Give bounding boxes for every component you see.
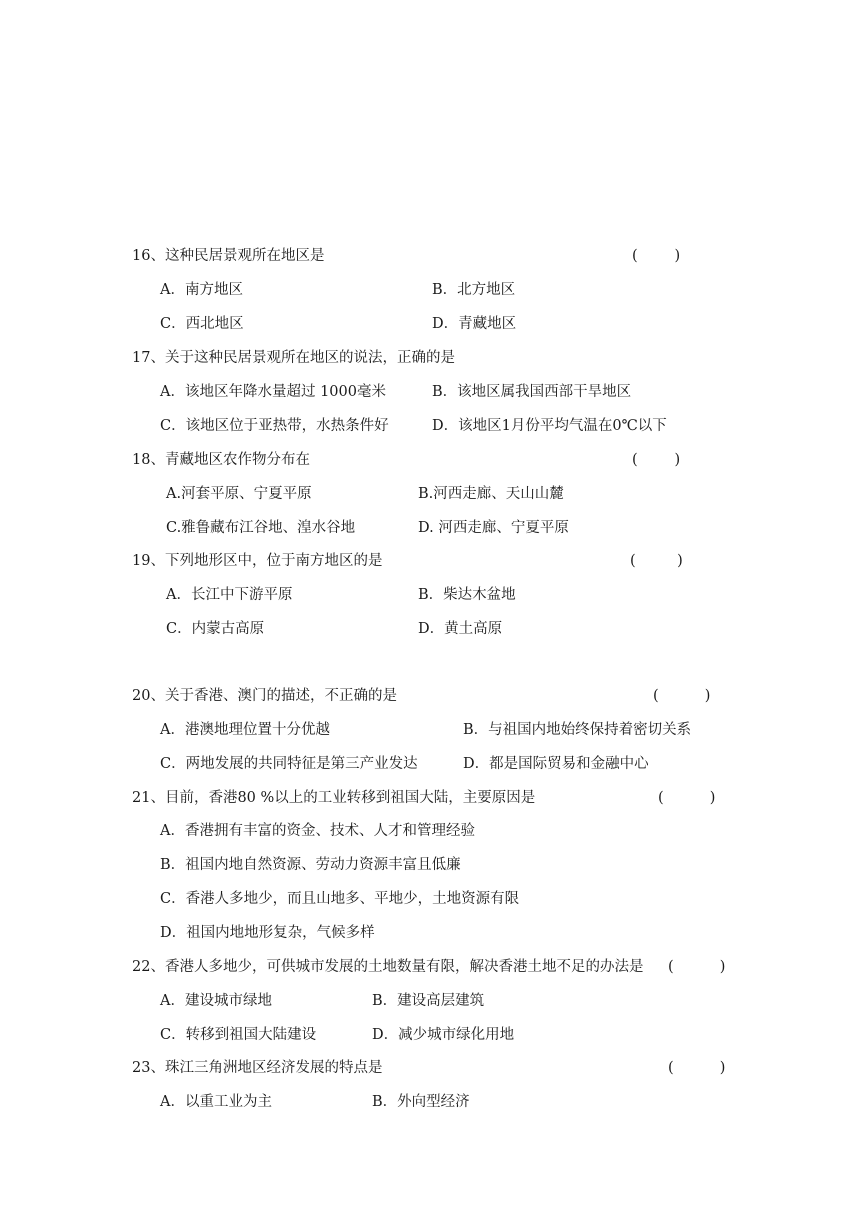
question-17-option-c: C．该地区位于亚热带，水热条件好 [160, 418, 389, 434]
question-16-option-d: D．青藏地区 [432, 316, 517, 332]
question-19-option-d: D．黄土高原 [418, 621, 503, 637]
question-21-option-d: D．祖国内地地形复杂，气候多样 [160, 925, 375, 941]
question-21-stem: 21、目前，香港80 %以上的工业转移到祖国大陆，主要原因是 [132, 790, 536, 806]
question-16-option-c: C．西北地区 [160, 316, 244, 332]
question-18-answer-blank: ( ) [632, 452, 681, 468]
question-22-stem: 22、香港人多地少，可供城市发展的土地数量有限，解决香港土地不足的办法是 [132, 959, 644, 975]
question-21-option-a: A．香港拥有丰富的资金、技术、人才和管理经验 [160, 823, 475, 839]
question-22-option-b: B．建设高层建筑 [372, 993, 485, 1009]
question-17-option-d: D．该地区1月份平均气温在0℃以下 [432, 418, 667, 434]
question-22-option-d: D．减少城市绿化用地 [372, 1027, 515, 1043]
question-20-answer-blank: ( ) [653, 688, 711, 704]
question-23-option-b: B．外向型经济 [372, 1094, 470, 1110]
question-18-option-a: A.河套平原、宁夏平原 [166, 486, 312, 502]
question-19-answer-blank: ( ) [630, 553, 683, 569]
question-16-answer-blank: ( ) [632, 248, 681, 264]
question-21-option-c: C．香港人多地少，而且山地多、平地少，土地资源有限 [160, 891, 520, 907]
question-21-answer-blank: ( ) [658, 790, 716, 806]
question-19-option-b: B．柴达木盆地 [418, 587, 516, 603]
question-22-option-c: C．转移到祖国大陆建设 [160, 1027, 317, 1043]
question-19-option-c: C．内蒙古高原 [166, 621, 265, 637]
question-23-stem: 23、珠江三角洲地区经济发展的特点是 [132, 1060, 383, 1076]
question-16-option-a: A．南方地区 [160, 282, 243, 298]
question-18-stem: 18、青藏地区农作物分布在 [132, 452, 310, 468]
question-21-option-b: B．祖国内地自然资源、劳动力资源丰富且低廉 [160, 857, 461, 873]
question-19-option-a: A．长江中下游平原 [166, 587, 293, 603]
question-16-option-b: B．北方地区 [432, 282, 516, 298]
question-18-option-c: C.雅鲁藏布江谷地、湟水谷地 [166, 520, 356, 536]
question-17-option-a: A．该地区年降水量超过 1000毫米 [160, 384, 386, 400]
question-20-option-d: D．都是国际贸易和金融中心 [463, 756, 649, 772]
question-16-stem: 16、这种民居景观所在地区是 [132, 248, 325, 264]
question-20-option-a: A．港澳地理位置十分优越 [160, 722, 330, 738]
question-22-option-a: A．建设城市绿地 [160, 993, 272, 1009]
question-23-answer-blank: ( ) [668, 1060, 726, 1076]
question-22-answer-blank: ( ) [668, 959, 726, 975]
question-20-option-c: C．两地发展的共同特征是第三产业发达 [160, 756, 418, 772]
question-19-stem: 19、下列地形区中，位于南方地区的是 [132, 553, 383, 569]
question-20-option-b: B．与祖国内地始终保持着密切关系 [463, 722, 692, 738]
question-17-option-b: B．该地区属我国西部干旱地区 [432, 384, 632, 400]
question-17-stem: 17、关于这种民居景观所在地区的说法，正确的是 [132, 350, 455, 366]
question-20-stem: 20、关于香港、澳门的描述，不正确的是 [132, 688, 397, 704]
question-18-option-b: B.河西走廊、天山山麓 [418, 486, 564, 502]
question-18-option-d: D. 河西走廊、宁夏平原 [418, 520, 569, 536]
question-23-option-a: A．以重工业为主 [160, 1094, 272, 1110]
